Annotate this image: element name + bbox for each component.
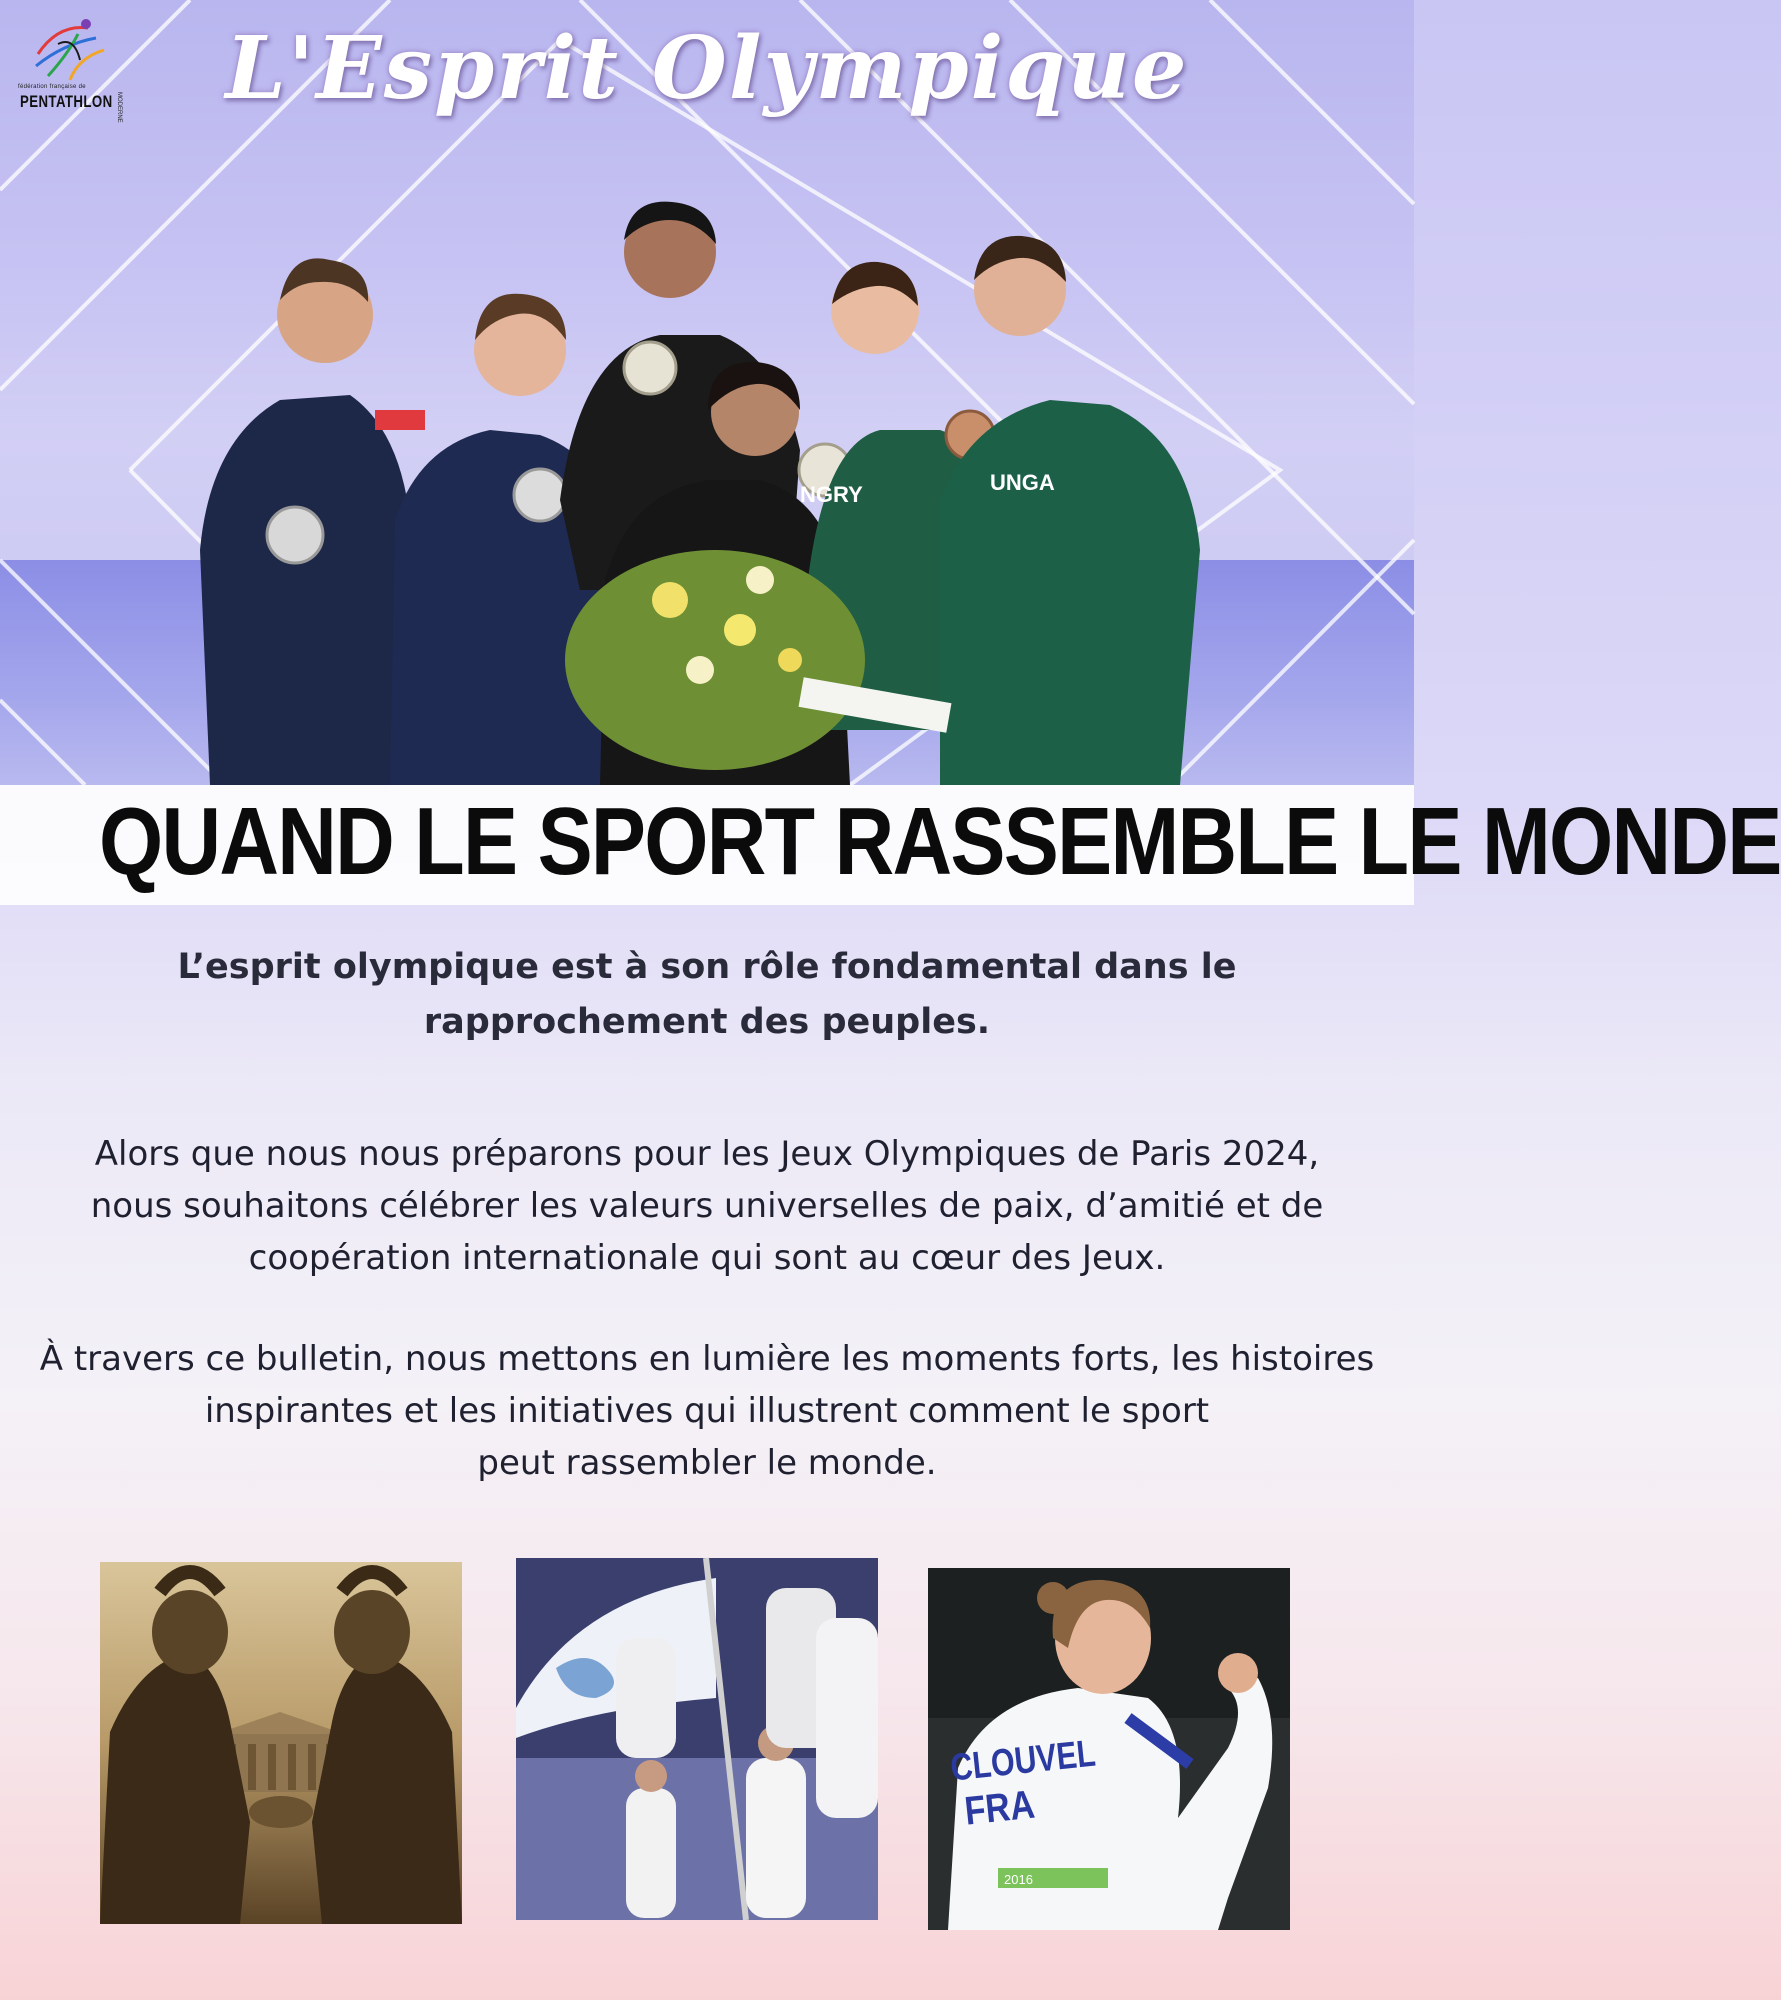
main-headline: QUAND LE SPORT RASSEMBLE LE MONDE xyxy=(98,788,1781,895)
body-paragraph-1 xyxy=(30,1128,1384,1284)
athletes-podium-photo xyxy=(200,190,1230,785)
bib-text-left: NGRY xyxy=(800,482,863,507)
paragraph-line: coopération internationale qui sont au cœur des Jeux. xyxy=(248,1238,1166,1278)
page-title: L'Esprit Olympique xyxy=(225,18,1189,119)
paragraph-line: nous souhaitons célébrer les valeurs universelles de paix, d’amitié et de xyxy=(90,1186,1324,1226)
judoka-celebration-image xyxy=(928,1568,1290,1930)
logo-side-text: MODERNE xyxy=(116,92,122,123)
judoka-year-label: 2016 xyxy=(1004,1872,1033,1887)
hero-banner xyxy=(0,0,1414,785)
flag-bearers-image xyxy=(516,1558,878,1920)
bib-text-right: UNGA xyxy=(990,470,1055,495)
judoka-name-label: CLOUVEL xyxy=(948,1732,1098,1790)
paragraph-line: inspirantes et les initiatives qui illustrent comment le sport xyxy=(204,1391,1210,1431)
logo-wordmark: PENTATHLON xyxy=(20,92,113,111)
logo-tagline: fédération française de xyxy=(18,84,86,90)
spartan-handshake-image xyxy=(100,1562,462,1924)
paragraph-line: peut rassembler le monde. xyxy=(477,1443,937,1483)
judoka-country-label: FRA xyxy=(962,1780,1037,1834)
body-paragraph-2 xyxy=(30,1333,1384,1489)
paragraph-line: À travers ce bulletin, nous mettons en lumière les moments forts, les histoires xyxy=(39,1339,1375,1379)
paragraph-line: Alors que nous nous préparons pour les Jeux Olympiques de Paris 2024, xyxy=(94,1134,1320,1174)
lead-paragraph: L’esprit olympique est à son rôle fondamental dans le rapprochement des peuples. xyxy=(177,947,1237,1042)
